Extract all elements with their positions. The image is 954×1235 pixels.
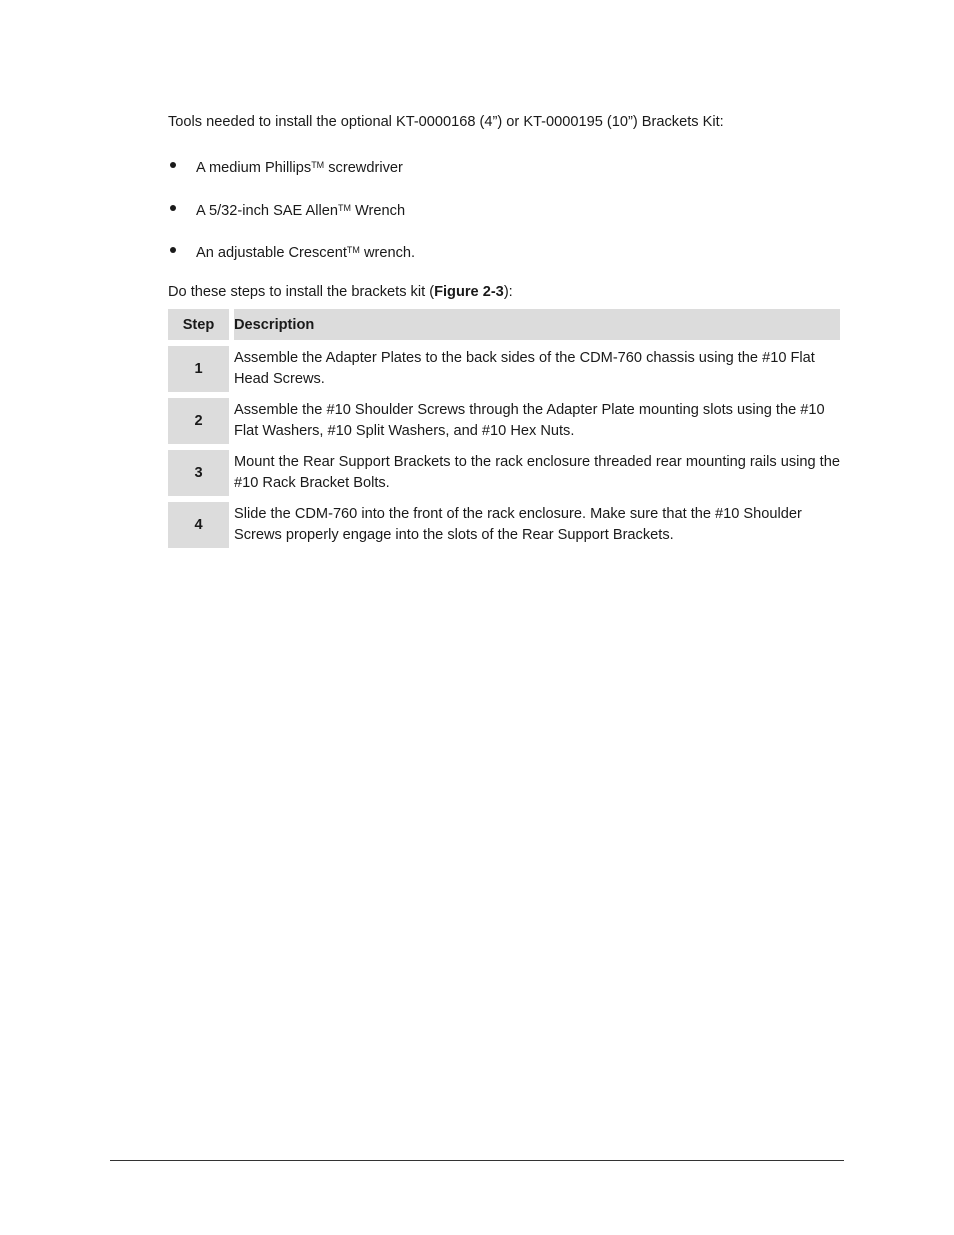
step-description: Assemble the #10 Shoulder Screws through the Adapter Plate mounting slots using the #10 Flat Washers, #10 Split Washers, and #10 Hex Nuts. xyxy=(234,402,825,439)
tool-text: A 5/32-inch SAE Allen xyxy=(196,202,338,219)
steps-intro-suffix: ): xyxy=(503,284,513,300)
table-row xyxy=(168,450,840,496)
table-header-row xyxy=(168,309,840,340)
step-number: 3 xyxy=(168,450,229,496)
tool-item xyxy=(168,156,415,199)
tool-item xyxy=(168,199,415,242)
trademark-mark: TM xyxy=(346,245,360,255)
bullet-icon xyxy=(170,205,176,211)
bullet-icon xyxy=(170,247,176,253)
steps-intro-text: Do these steps to install the brackets kit ( xyxy=(168,284,435,300)
tool-text-suffix: wrench. xyxy=(359,245,416,261)
step-number: 4 xyxy=(168,502,229,548)
bullet-icon xyxy=(170,162,176,168)
tools-intro: Tools needed to install the optional KT-0000168 (4”) or KT-0000195 (10”) Brackets Kit: xyxy=(168,114,724,130)
footer-divider xyxy=(110,1160,844,1161)
header-description: Description xyxy=(234,309,840,340)
tool-text-suffix: screwdriver xyxy=(324,160,403,176)
step-description: Assemble the Adapter Plates to the back sides of the CDM-760 chassis using the #10 Flat Head Screws. xyxy=(234,350,815,387)
tool-text: A medium Phillips xyxy=(196,160,312,176)
tool-item xyxy=(168,241,415,284)
step-description: Slide the CDM-760 into the front of the rack enclosure. Make sure that the #10 Shoulder Screws properly engage into the slots of the Rear Support Brackets. xyxy=(234,506,802,543)
step-number: 1 xyxy=(168,346,229,392)
tool-text: An adjustable Crescent xyxy=(196,245,347,261)
table-row xyxy=(168,398,840,444)
trademark-mark: TM xyxy=(337,202,351,213)
tool-text-suffix: Wrench xyxy=(350,202,406,219)
steps-table xyxy=(168,309,840,548)
steps-intro xyxy=(168,284,513,300)
figure-reference: Figure 2-3 xyxy=(434,284,504,300)
step-number: 2 xyxy=(168,398,229,444)
trademark-mark: TM xyxy=(311,160,325,170)
table-row xyxy=(168,502,840,548)
tools-list xyxy=(168,156,415,284)
step-description: Mount the Rear Support Brackets to the rack enclosure threaded rear mounting rails using the #10 Rack Bracket Bolts. xyxy=(234,454,840,491)
table-row xyxy=(168,346,840,392)
header-step: Step xyxy=(168,309,229,340)
